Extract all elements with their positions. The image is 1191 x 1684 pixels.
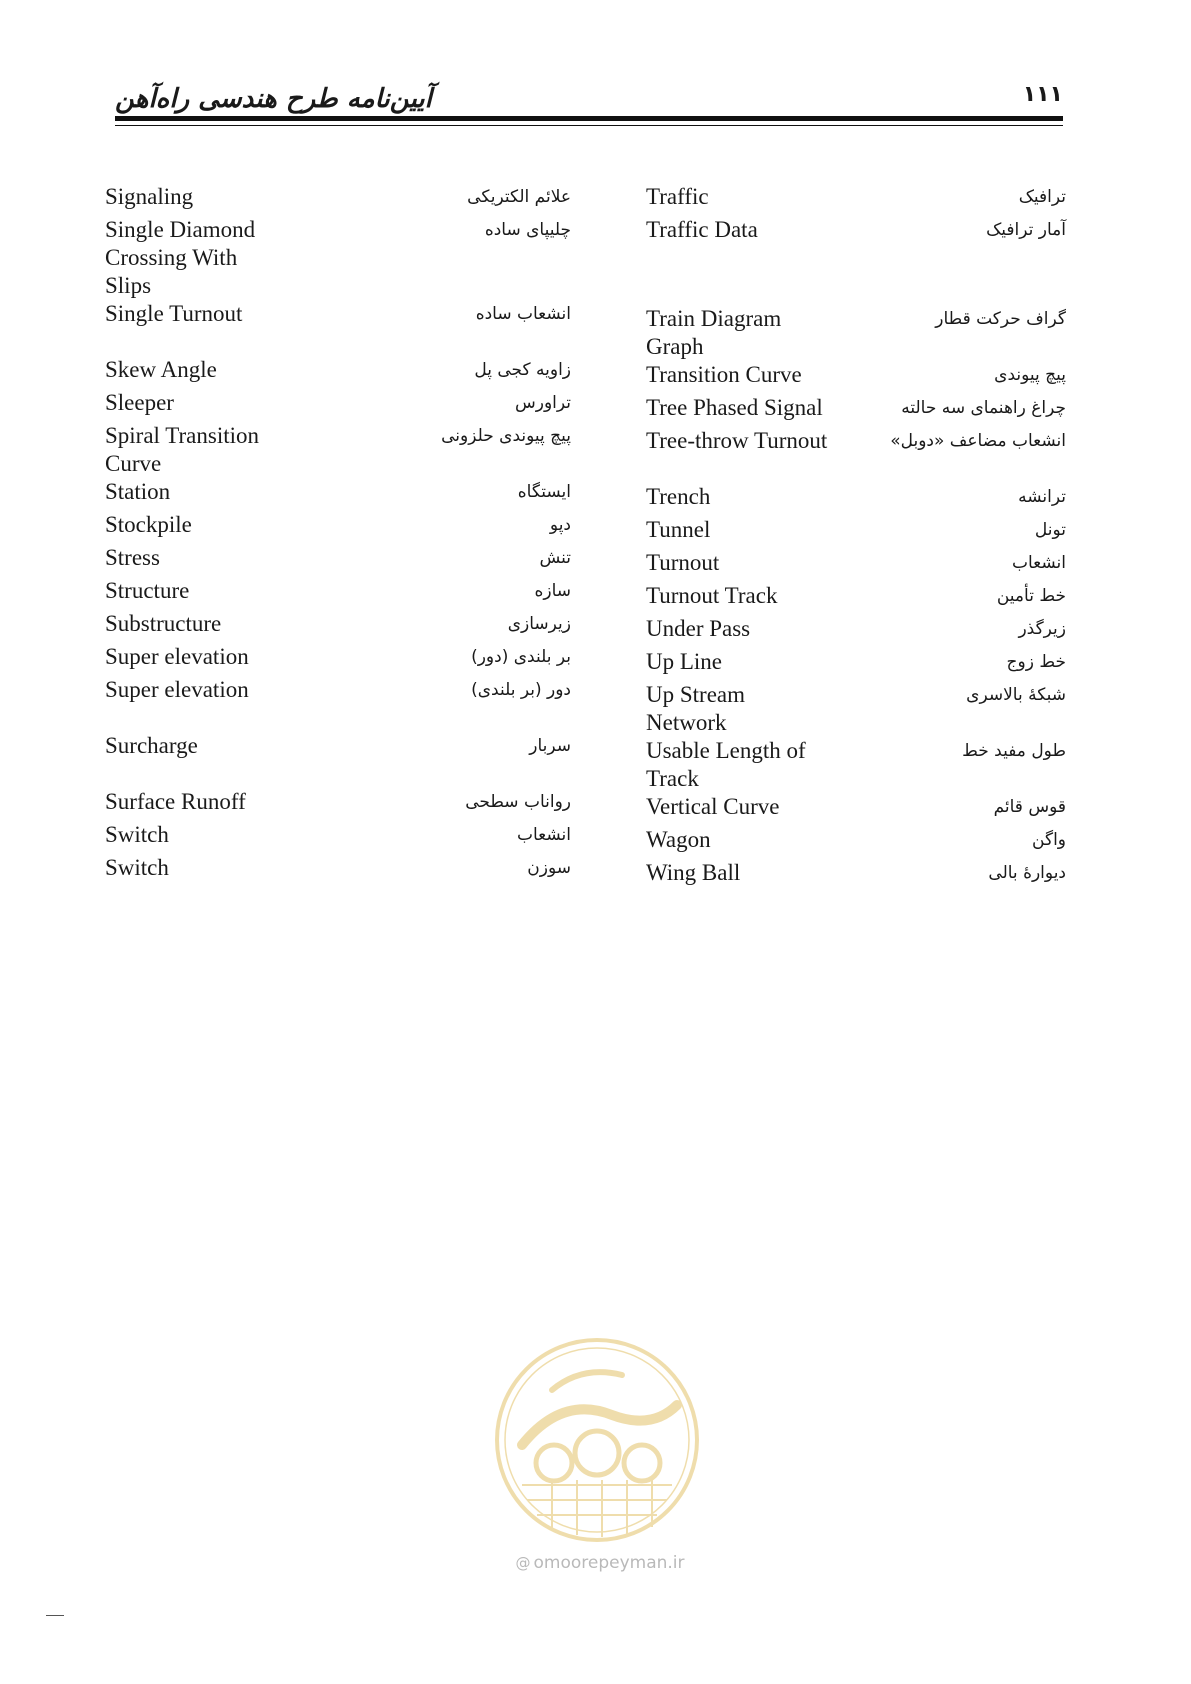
glossary-row [105, 216, 575, 300]
term-persian: تراورس [514, 393, 571, 413]
term-english: Switch [105, 855, 169, 880]
term-persian: انشعاب ساده [475, 304, 571, 324]
term-persian: انشعاب [1011, 553, 1066, 573]
term-persian: سوزن [527, 858, 571, 878]
glossary-row [646, 361, 1066, 389]
term-persian: تونل [1034, 520, 1066, 540]
term-english: Signaling [105, 184, 194, 209]
term-english: Single Diamond Crossing With Slips [105, 217, 256, 298]
term-persian: گراف حرکت قطار [935, 309, 1066, 329]
term-persian: دور (بر بلندی) [471, 680, 571, 700]
term-persian: چلیپای ساده [484, 220, 571, 240]
term-english: Wagon [646, 827, 711, 852]
glossary-row [646, 737, 1066, 793]
term-english: Up Stream Network [646, 682, 746, 735]
book-title: آیین‌نامه طرح هندسی راه‌آهن [115, 84, 432, 114]
term-persian: تنش [539, 548, 571, 568]
glossary-row [105, 478, 575, 506]
term-persian: قوس قائم [993, 797, 1066, 817]
term-persian: شبکهٔ بالاسری [966, 685, 1066, 705]
page-number: ۱۱۱ [1022, 82, 1063, 107]
glossary-row [646, 793, 1066, 821]
term-english: Surcharge [105, 733, 198, 758]
term-persian: زیرگذر [1018, 619, 1066, 639]
term-english: Vertical Curve [646, 794, 780, 819]
glossary-row [105, 577, 575, 605]
glossary-row [105, 610, 575, 638]
glossary-row [646, 681, 1066, 737]
glossary-row [646, 394, 1066, 422]
term-english: Substructure [105, 611, 222, 636]
term-persian: خط زوج [1006, 652, 1066, 672]
term-persian: واگن [1032, 830, 1066, 850]
term-english: Sleeper [105, 390, 174, 415]
term-persian: دیوارهٔ بالی [988, 863, 1066, 883]
glossary-row [105, 643, 575, 671]
term-persian: سربار [529, 736, 571, 756]
glossary-column-right [646, 183, 1066, 892]
glossary-row [646, 826, 1066, 854]
term-english: Traffic Data [646, 217, 758, 242]
scan-mark [46, 1615, 64, 1616]
term-persian: پیچ پیوندی حلزونی [441, 426, 571, 446]
watermark-logo-icon [492, 1335, 702, 1545]
glossary-row [646, 859, 1066, 887]
term-persian: چراغ راهنمای سه حالته [901, 398, 1066, 418]
term-english: Wing Ball [646, 860, 741, 885]
term-persian: طول مفید خط [962, 741, 1066, 761]
term-english: Spiral Transition Curve [105, 423, 260, 476]
term-english: Trench [646, 484, 711, 509]
term-english: Tree-throw Turnout [646, 428, 828, 453]
term-persian: زیرسازی [507, 614, 571, 634]
term-english: Stress [105, 545, 160, 570]
glossary-row [646, 516, 1066, 544]
glossary-row [646, 427, 1066, 455]
term-english: Tree Phased Signal [646, 395, 823, 420]
page-header [115, 78, 1063, 138]
term-english: Skew Angle [105, 357, 217, 382]
term-english: Switch [105, 822, 169, 847]
term-english: Under Pass [646, 616, 751, 641]
term-persian: ایستگاه [517, 482, 571, 502]
term-english: Usable Length of Track [646, 738, 806, 791]
glossary-row [646, 183, 1066, 211]
term-english: Transition Curve [646, 362, 802, 387]
term-persian: علائم الکتریکی [467, 187, 571, 207]
glossary-column-left [105, 183, 575, 887]
term-english: Super elevation [105, 677, 249, 702]
glossary-row [105, 676, 575, 704]
glossary-row [105, 422, 575, 478]
glossary-row [646, 216, 1066, 244]
glossary-row [105, 300, 575, 328]
term-english: Super elevation [105, 644, 249, 669]
glossary-row [105, 356, 575, 384]
glossary-row [105, 854, 575, 882]
term-english: Traffic [646, 184, 709, 209]
term-persian: ترانشه [1018, 487, 1066, 507]
glossary-row [646, 582, 1066, 610]
term-english: Train Diagram Graph [646, 306, 782, 359]
term-persian: آمار ترافیک [986, 220, 1066, 240]
term-persian: سازه [534, 581, 571, 601]
term-persian: انشعاب مضاعف «دوبل» [890, 431, 1066, 451]
term-persian: خط تأمین [996, 586, 1066, 606]
glossary-row [646, 648, 1066, 676]
glossary-row [105, 788, 575, 816]
term-persian: ترافیک [1018, 187, 1066, 207]
header-rule-thin [115, 125, 1063, 126]
glossary-row [105, 389, 575, 417]
term-english: Tunnel [646, 517, 711, 542]
term-english: Turnout [646, 550, 720, 575]
glossary-row [646, 615, 1066, 643]
term-english: Surface Runoff [105, 789, 246, 814]
glossary-row [105, 732, 575, 760]
glossary-row [105, 511, 575, 539]
term-persian: انشعاب [516, 825, 571, 845]
glossary-row [105, 544, 575, 572]
term-persian: پیچ پیوندی [994, 365, 1066, 385]
term-english: Stockpile [105, 512, 192, 537]
glossary-row [646, 483, 1066, 511]
term-english: Turnout Track [646, 583, 778, 608]
glossary-row [105, 821, 575, 849]
term-english: Single Turnout [105, 301, 243, 326]
watermark-url: @ omoorepeyman.ir [515, 1553, 685, 1573]
at-icon: @ [515, 1554, 531, 1572]
glossary-row [105, 183, 575, 211]
term-english: Up Line [646, 649, 723, 674]
term-english: Structure [105, 578, 190, 603]
glossary-row [646, 305, 1066, 361]
term-persian: زاویه کجی پل [474, 360, 571, 380]
term-persian: بر بلندی (دور) [471, 647, 571, 667]
header-rule-thick [115, 116, 1063, 121]
term-persian: دپو [549, 515, 571, 535]
term-persian: رواناب سطحی [465, 792, 571, 812]
glossary-row [646, 549, 1066, 577]
term-english: Station [105, 479, 171, 504]
